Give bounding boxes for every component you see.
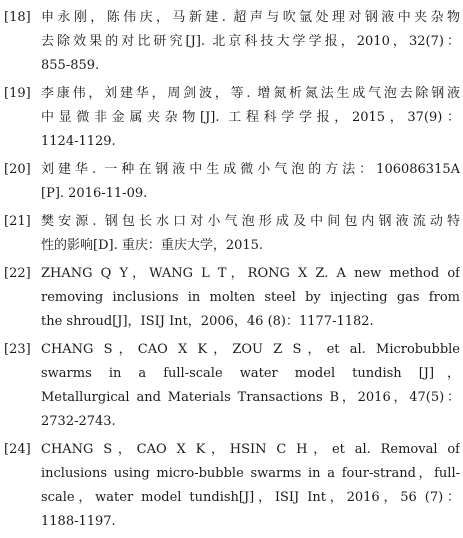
reference-text: [41, 338, 460, 434]
reference-line: removing inclusions in molten steel by injecting gas from: [41, 290, 460, 305]
reference-number: [18]: [4, 10, 31, 25]
reference-line: 去除效果的对比研究[J]. 北京科技大学学报，2010，32(7)：: [41, 34, 460, 49]
reference-line: 申永刚，陈伟庆，马新建. 超声与吹氩处理对钢液中夹杂物: [41, 10, 460, 25]
reference-text: [41, 158, 460, 206]
reference-line: 性的影响[D]. 重庆：重庆大学，2015.: [41, 238, 264, 253]
reference-number: [22]: [4, 266, 31, 281]
reference-item-22: [4, 262, 460, 334]
reference-text: [41, 6, 460, 78]
reference-line: 中显微非金属夹杂物[J]. 工程科学学报，2015，37(9)：: [41, 110, 460, 125]
reference-item-24: [4, 438, 460, 534]
reference-text: [41, 82, 460, 154]
reference-line: ZHANG Q Y，WANG L T，RONG X Z. A new method of: [41, 266, 460, 281]
reference-item-20: [4, 158, 460, 206]
reference-line: 2732-2743.: [41, 414, 116, 429]
reference-line: scale，water model tundish[J]，ISIJ Int，2016，56 (7)：: [41, 490, 460, 505]
reference-text: [41, 438, 460, 534]
reference-line: 1188-1197.: [41, 514, 116, 529]
reference-item-19: [4, 82, 460, 154]
reference-text: [41, 262, 460, 334]
reference-line: 855-859.: [41, 58, 100, 73]
reference-number: [24]: [4, 442, 31, 457]
reference-number: [23]: [4, 342, 31, 357]
reference-item-21: [4, 210, 460, 258]
reference-line: 李康伟，刘建华，周剑波，等. 增氮析氮法生成气泡去除钢液: [41, 86, 460, 101]
reference-number: [19]: [4, 86, 31, 101]
reference-line: [P]. 2016-11-09.: [41, 186, 148, 201]
reference-text: [41, 210, 460, 258]
reference-line: 樊安源. 钢包长水口对小气泡形成及中间包内钢液流动特: [41, 214, 460, 229]
reference-number: [20]: [4, 162, 31, 177]
reference-line: swarms in a full-scale water model tundish [J]，: [41, 366, 460, 381]
reference-line: the shroud[J]，ISIJ Int，2006，46 (8)：1177-1182.: [41, 314, 374, 329]
reference-line: 刘建华. 一种在钢液中生成微小气泡的方法：106086315A: [41, 162, 460, 177]
reference-line: 1124-1129.: [41, 134, 116, 149]
reference-line: CHANG S，CAO X K，ZOU Z S，et al. Microbubble: [41, 342, 460, 357]
reference-line: Metallurgical and Materials Transactions B，2016，47(5)：: [41, 390, 460, 405]
reference-number: [21]: [4, 214, 31, 229]
reference-line: CHANG S，CAO X K，HSIN C H，et al. Removal of: [41, 442, 460, 457]
reference-item-23: [4, 338, 460, 434]
reference-line: inclusions using micro-bubble swarms in a four-strand，full-: [41, 466, 460, 481]
reference-list: [4, 6, 460, 538]
reference-item-18: [4, 6, 460, 78]
